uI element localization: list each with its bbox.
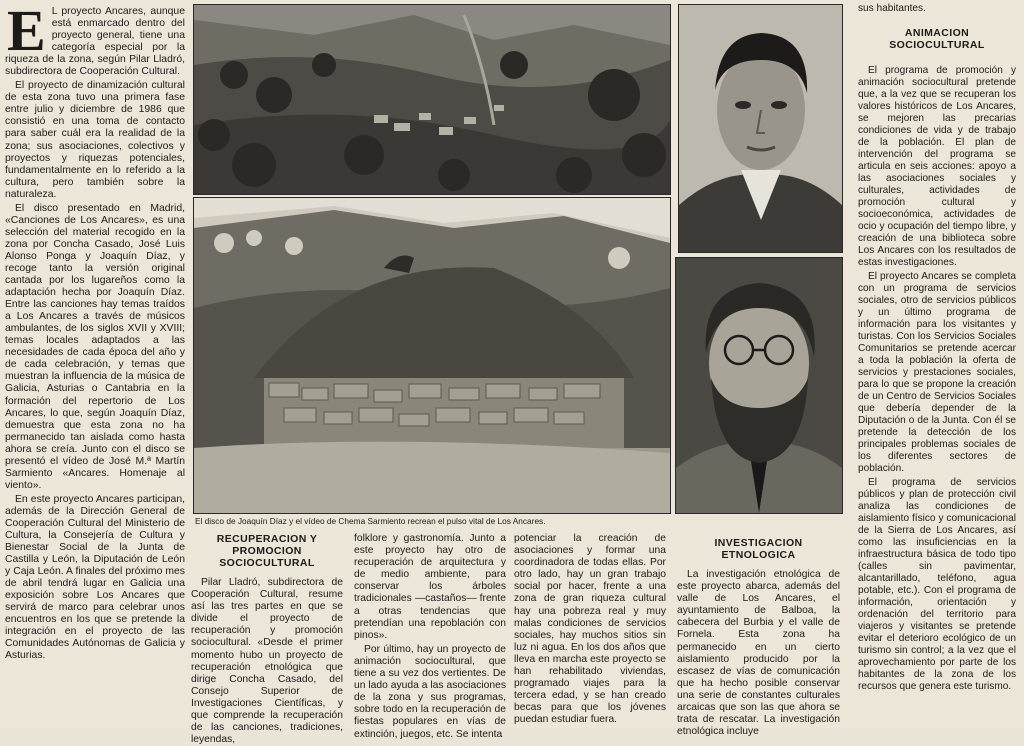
portrait-photo-young-man	[678, 4, 843, 253]
paragraph: El proyecto de dinamización cultural de esta zona tuvo una primera fase entre julio y diciembre de 1986 que consistió en una toma de contacto para saber cuál era la realidad de la zona; sus asociaciones, colectivos y proyectos y riquezas potenciales, fundamentalmente en lo referido a la cultura, pero también sobre la naturaleza.	[5, 80, 185, 200]
section-heading: RECUPERACION Y PROMOCION SOCIOCULTURAL	[216, 533, 318, 569]
article-column-6	[858, 3, 1016, 725]
village-landscape-photo	[193, 4, 671, 195]
article-column-5	[677, 533, 840, 738]
article-column-3	[354, 533, 506, 740]
palloza-hut-photo	[193, 197, 671, 514]
portrait-photo-bearded-man	[675, 257, 843, 514]
paragraph: potenciar la creación de asociaciones y formar una coordinadora de todas ellas. Por otro lado, hay un gran trabajo social por hacer, frente a una zona de gran riqueza cultural hay una pobreza real y muy malas condiciones de servicios sociales, hay muchos sitios sin luz ni agua. En los dos años que lleva en marcha este proyecto se han rehabilitado viviendas, programado viajes para la tercera edad, y se han creado becas para que los jóvenes puedan estudiar fuera.	[514, 533, 666, 726]
drop-cap: E	[7, 0, 46, 63]
paragraph: Pilar Lladró, subdirectora de Cooperación Cultural, resume así las tres partes en que se divide el proyecto de recuperación y promoción sociocultural. «Desde el primer momento hubo un proyecto de recuperación etnológica que dirige Concha Casado, del Consejo Superior de Investigaciones Científicas, y que comprende la recuperación de las canciones, tradiciones, leyendas,	[191, 577, 343, 746]
article-column-2	[191, 533, 343, 746]
paragraph: El programa de promoción y animación sociocultural pretende que, a la vez que se recuperan los valores históricos de Los Ancares, se mejoren las precarias condiciones de vida y de trabajo de la población. El plan de intervención del programa se articula en seis acciones: apoyo a las asociaciones sociales y culturales, actividades de promoción cultural y socioeconómica, actividades de ocio y ocupación del tiempo libre, y creación de una biblioteca sobre Los Ancares con los resultados de estas investigaciones.	[858, 65, 1016, 268]
paragraph: El proyecto Ancares se completa con un programa de servicios sociales, otro de servicios públicos y un último programa de información para los visitantes y turistas. Con los Servicios Sociales Comunitarios se pretende acercar a toda la población la oferta de servicios y prestaciones sociales, para lo que se propone la creación de un Centro de Servicios Sociales que debería depender de la Diputación o de la Junta. Con él se pretende la detección de los principales problemas sociales de los diferentes sectores de población.	[858, 271, 1016, 474]
paragraph: folklore y gastronomía. Junto a este proyecto hay otro de recuperación de arquitectura y de medio ambiente, para conservar los árboles tradicionales —castaños— frente a otras tendencias que pretendían una repoblación con pinos».	[354, 533, 506, 641]
paragraph: En este proyecto Ancares participan, además de la Dirección General de Cooperación Cultural del Ministerio de Cultura, la Consejería de Cultura y Bienestar Social de la Junta de Castilla y León, la Diputación de León y Caja León. A finales del próximo mes de abril tendrá lugar en Galicia una exposición sobre Los Ancares que servirá de marco para celebrar unos encuentros en los que se pretende la integración en el proyecto de las Comunidades Autónomas de Galicia y Asturias.	[5, 493, 185, 662]
paragraph: La investigación etnológica de este proyecto abarca, además del valle de Los Ancares, el ayuntamiento de Balboa, la cabecera del Burbia y el valle de Fornela. Esta zona ha permanecido en un cierto aislamiento producido por la escasez de vías de comunicación que ha hecho posible conservar una serie de constantes culturales arcaicas que son las que ahora se trata de rescatar. La investigación etnológica incluye	[677, 569, 840, 738]
section-heading: ANIMACION SOCIOCULTURAL	[889, 27, 985, 51]
article-column-4	[514, 533, 666, 725]
continued-text: sus habitantes.	[858, 3, 926, 14]
photo-caption: El disco de Joaquín Díaz y el vídeo de Chema Sarmiento recrean el pulso vital de Los Ancares.	[195, 516, 546, 526]
paragraph: El disco presentado en Madrid, «Canciones de Los Ancares», es una selección del material recogido en la zona por Concha Casado, José Luis Alonso Ponga y Joaquín Díaz, y recoge tanto la versión original cantada por los lugareños como la adaptación hecha por Joaquín Díaz. Entre las canciones hay temas traídos a Los Ancares a través de músicos ambulantes, de los siglos XVII y XVIII; temas locales adaptados a las necesidades de cada época del año y de cada celebración, y temas que muestran la influencia de la música de Galicia, Asturias o Cantabria en la formación del repertorio de Los Ancares, lo que, según Joaquín Díaz, demuestra que esta zona no ha permanecido tan aislada como hasta ahora se creía. Junto con el disco se presentó el vídeo de José M.ª Martín Sarmiento «Ancares. Homenaje al viento».	[5, 202, 185, 491]
paragraph: Por último, hay un proyecto de animación sociocultural, que tiene a su vez dos vertientes. De un lado ayuda a las asociaciones de la zona y sus programas, sobre todo en la recuperación de fiestas populares en vías de extinción, juegos, etc. Se intenta	[354, 643, 506, 740]
paragraph: L proyecto Ancares, aunque está enmarcado dentro del proyecto general, tiene una categoría especial por la riqueza de la zona, según Pilar Lladró, subdirectora de Cooperación Cultural.	[5, 6, 185, 78]
article-column-1	[5, 0, 185, 724]
paragraph: El programa de servicios públicos y plan de protección civil analiza las condiciones de aislamiento físico y comunicacional de la Sierra de Los Ancares, así como las insuficiencias en la infraestructura básica de todo tipo (calles sin pavimentar, alcantarillado, teléfono, agua potable, etc.). Con el programa de información, orientación y ordenación del territorio para viajeros y visitantes se pretende evitar el deterioro ecológico de un turismo sin control; a la vez que el aprovechamiento por parte de los habitantes de la zona de los recursos que genera este turismo.	[858, 477, 1016, 692]
section-heading: INVESTIGACION ETNOLOGICA	[714, 537, 803, 561]
